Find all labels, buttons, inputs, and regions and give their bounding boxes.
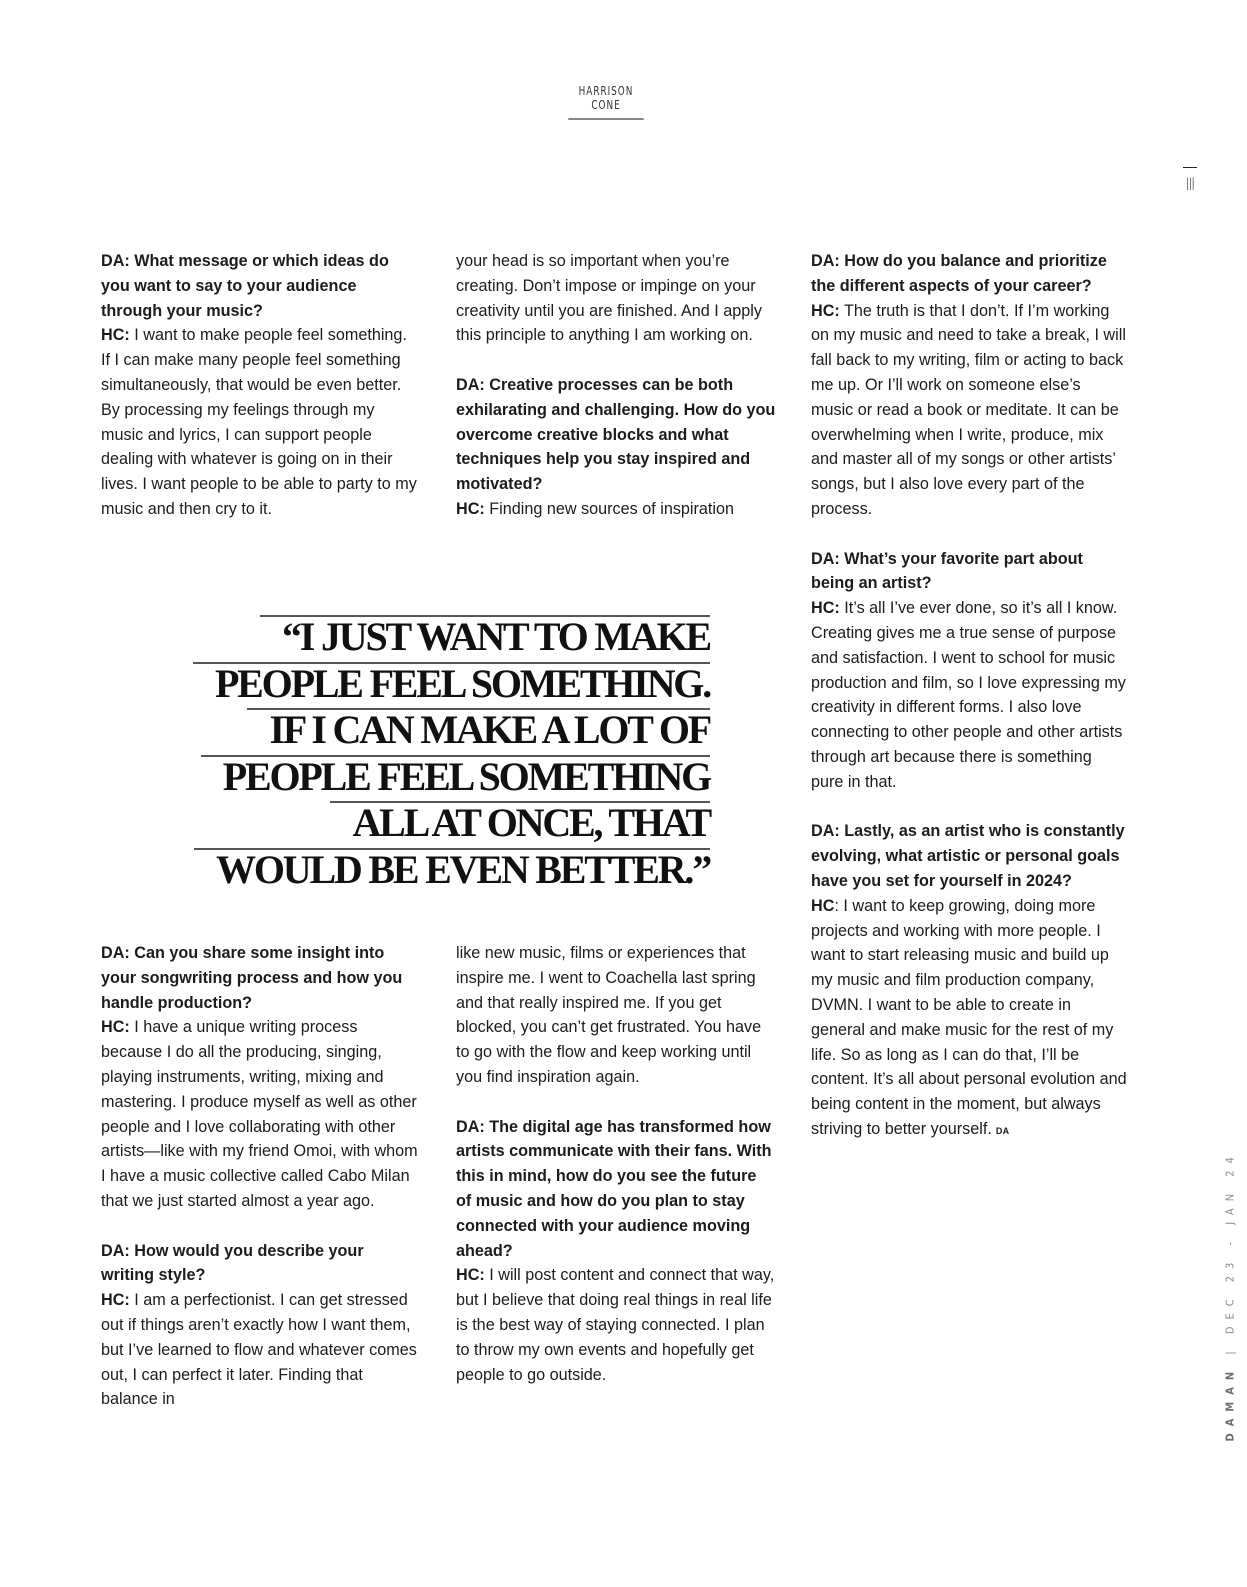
- interview-question: DA: How do you balance and prioritize the different aspects of your career?: [811, 252, 1107, 295]
- answer-continuation: your head is so important when you’re creating. Don’t impose or impinge on your creativity until you are finished. And I apply this principle to anything I am working on.: [456, 252, 762, 345]
- answer-label: HC:: [811, 301, 840, 320]
- answer-label: HC:: [101, 326, 130, 345]
- interview-answer: It’s all I’ve ever done, so it’s all I know. Creating gives me a true sense of purpose and satisfaction. I went to school for music production and film, so I love expressing my creativity in different forms. I also love connecting to other people and other artists through art because there is something pure in that.: [811, 599, 1126, 791]
- qa-block: [456, 1115, 776, 1388]
- answer-continuation: like new music, films or experiences that inspire me. I went to Coachella last spring and that really inspired me. If you get blocked, you can’t get frustrated. You have to go with the flow and keep working until you find inspiration again.: [456, 944, 762, 1086]
- column-3: [811, 249, 1127, 1144]
- interview-question: DA: How would you describe your writing style?: [101, 1241, 364, 1285]
- qa-block: [101, 941, 419, 1214]
- interview-answer: The truth is that I don’t. If I’m working on my music and need to take a break, I will fall back to my writing, film or acting to back me up. Or I’ll work on someone else’s music or read a book or meditate. It can be overwhelming when I write, produce, mix and master all of my songs or other artists’ songs, but I also love every part of the process.: [811, 301, 1126, 518]
- qa-block: [101, 1239, 419, 1413]
- qa-block: [811, 547, 1127, 795]
- end-mark-icon: DA: [995, 1125, 1010, 1136]
- pull-quote-line: PEOPLE FEEL SOMETHING.: [150, 659, 710, 706]
- pull-quote: [150, 612, 710, 891]
- interview-answer: Finding new sources of inspiration: [484, 499, 735, 518]
- answer-label: HC: [811, 896, 835, 915]
- article-header-name: HARRISON CONE: [568, 84, 643, 120]
- pull-quote-line: ALL AT ONCE, THAT: [150, 798, 710, 845]
- answer-label: HC:: [456, 1266, 485, 1285]
- answer-label: HC:: [456, 499, 485, 518]
- answer-label: HC:: [101, 1291, 130, 1310]
- qa-block: [811, 249, 1127, 522]
- column-2-bottom: [456, 941, 776, 1387]
- interview-question: DA: Creative processes can be both exhilarating and challenging. How do you overcome creative blocks and what techniques help you stay inspired and motivated?: [456, 375, 776, 494]
- interview-answer: I am a perfectionist. I can get stressed out if things aren’t exactly how I want them, but I’ve learned to flow and whatever comes out, I can perfect it later. Finding that balance in: [101, 1291, 417, 1409]
- interview-question: DA: What’s your favorite part about being an artist?: [811, 549, 1083, 593]
- pull-quote-line: PEOPLE FEEL SOMETHING: [150, 752, 710, 799]
- column-2-top: [456, 249, 776, 522]
- answer-label: HC:: [101, 1018, 130, 1037]
- column-1-top: [101, 249, 419, 522]
- answer-label: HC:: [811, 599, 840, 618]
- interview-answer: I have a unique writing process because I do all the producing, singing, playing instruments, writing, mixing and mastering. I produce myself as well as other people and I love collaborating with other artists—like with my friend Omoi, with whom I have a music collective called Cabo Milan that we just started almost a year ago.: [101, 1018, 418, 1210]
- interview-question: DA: The digital age has transformed how artists communicate with their fans. With this in mind, how do you see the future of music and how do you plan to stay connected with your audience moving ahead?: [456, 1117, 772, 1260]
- qa-block: [811, 819, 1127, 1143]
- interview-answer: : I want to keep growing, doing more projects and working with more people. I want to start releasing music and build up my music and film production company, DVMN. I want to be able to create in general and make music for the rest of my life. So as long as I can do that, I’ll be content. It’s all about personal evolution and being content in the moment, but always striving to better yourself.: [811, 896, 1127, 1138]
- magazine-brand: DAMAN: [1223, 1364, 1237, 1442]
- qa-block: [456, 373, 776, 522]
- interview-answer: I want to make people feel something. If I can make many people feel something simultaneously, that would be even better. By processing my feelings through my music and lyrics, I can support people dealing with whatever is going on in their lives. I want people to be able to party to my music and then cry to it.: [101, 326, 417, 518]
- issue-date: DEC 23 - JAN 24: [1223, 1150, 1237, 1335]
- interview-question: DA: Can you share some insight into your songwriting process and how you handle production?: [101, 944, 403, 1012]
- page-number: III: [1183, 167, 1197, 195]
- pull-quote-line: WOULD BE EVEN BETTER.”: [150, 845, 710, 892]
- qa-block: [101, 249, 419, 522]
- interview-question: DA: Lastly, as an artist who is constantly evolving, what artistic or personal goals have you set for yourself in 2024?: [811, 822, 1125, 890]
- pull-quote-line: IF I CAN MAKE A LOT OF: [150, 705, 710, 752]
- interview-answer: I will post content and connect that way, but I believe that doing real things in real life is the best way of staying connected. I plan to throw my own events and hopefully get people to go outside.: [456, 1266, 775, 1384]
- column-1-bottom: [101, 941, 419, 1412]
- interview-question: DA: What message or which ideas do you want to say to your audience through your music?: [101, 252, 389, 320]
- pull-quote-line: “I JUST WANT TO MAKE: [150, 612, 710, 659]
- side-tag-separator: |: [1223, 1344, 1237, 1355]
- issue-side-tag: [1223, 1150, 1237, 1442]
